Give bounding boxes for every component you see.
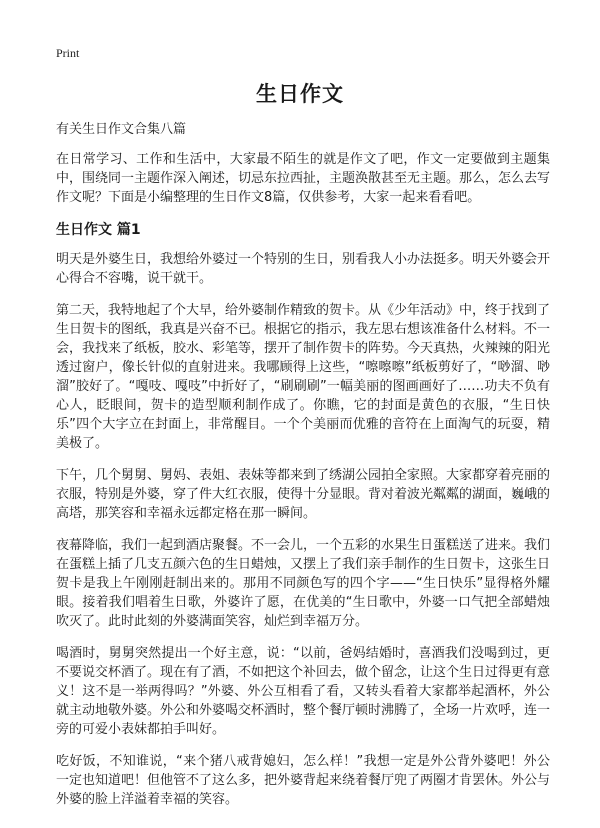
paragraph: 下午，几个舅舅、舅妈、表姐、表妹等都来到了绣湖公园拍全家照。大家都穿着亮丽的衣服，特别是外婆，穿了件大红衣服，使得十分显眼。背对着波光粼粼的湖面，巍峨的高塔，那笑容和幸福永远都定格在那一瞬间。 <box>56 468 551 521</box>
paragraph: 夜幕降临，我们一起到酒店聚餐。不一会儿，一个五彩的水果生日蛋糕送了进来。我们在蛋糕上插了几支五颜六色的生日蜡烛，又摆上了我们亲手制作的生日贺卡，这张生日贺卡是我上午刚刚赶制出来的。那用不同颜色写的四个字——“生日快乐”显得格外耀眼。接着我们唱着生日歌，外婆许了愿，在优美的“生日歌中，外婆一口气把全部蜡烛吹灭了。此时此刻的外婆满面笑容，灿烂到幸福万分。 <box>56 538 551 629</box>
article-subtitle: 有关生日作文合集八篇 <box>56 122 187 137</box>
paragraph: 第二天，我特地起了个大早，给外婆制作精致的贺卡。从《少年活动》中，终于找到了生日贺卡的图纸，我真是兴奋不已。根据它的指示，我左思右想该准备什么材料。不一会，我找来了纸板，胶水、彩笔等，摆开了制作贺卡的阵势。今天真热，火辣辣的阳光透过窗户，像长针似的直射进来。我哪顾得上这些，“嚓嚓嚓”纸板剪好了，“唦溜、唦溜”胶好了。“嘎吱、嘎吱”中折好了，“刷刷刷”一幅美丽的图画画好了……功夫不负有心人，眨眼间，贺卡的造型顺利制作成了。你瞧，它的封面是黄色的衣服，“生日快乐”四个大字立在封面上，非常醒目。一个个美丽而优雅的音符在上面淘气的玩耍，精美极了。 <box>56 303 551 451</box>
intro-paragraph: 在日常学习、工作和生活中，大家最不陌生的就是作文了吧，作文一定要做到主题集中，围绕同一主题作深入阐述，切忌东拉西扯，主题涣散甚至无主题。那么，怎么去写作文呢？下面是小编整理的生日作文8篇，仅供参考，大家一起来看看吧。 <box>56 152 551 205</box>
document-title: 生日作文 <box>256 82 344 106</box>
paragraph: 明天是外婆生日，我想给外婆过一个特别的生日，别看我人小办法挺多。明天外婆会开心得合不容嘴，说干就干。 <box>56 252 551 286</box>
article-body <box>56 120 550 822</box>
paragraph: 喝酒时，舅舅突然提出一个好主意，说：“以前，爸妈结婚时，喜酒我们没喝到过，更不要说交杯酒了。现在有了酒，不如把这个补回去，做个留念，让这个生日过得更有意义！这不是一举两得吗？”外婆、外公互相看了看，又转头看着大家都举起酒杯，外公就主动地敬外婆。外公和外婆喝交杯酒时，整个餐厅顿时沸腾了，全场一片欢呼，连一旁的可爱小表妹都拍手叫好。 <box>56 646 551 737</box>
section-heading: 生日作文 篇1 <box>56 222 141 238</box>
print-link[interactable]: Print <box>56 46 80 60</box>
paragraph: 吃好饭，不知谁说，“来个猪八戒背媳妇，怎么样！”我想一定是外公背外婆吧！外公一定也知道吧！但他管不了这么多，把外婆背起来绕着餐厅兜了两圈才肯罢休。外公与外婆的脸上洋溢着幸福的笑容。 <box>56 754 551 807</box>
